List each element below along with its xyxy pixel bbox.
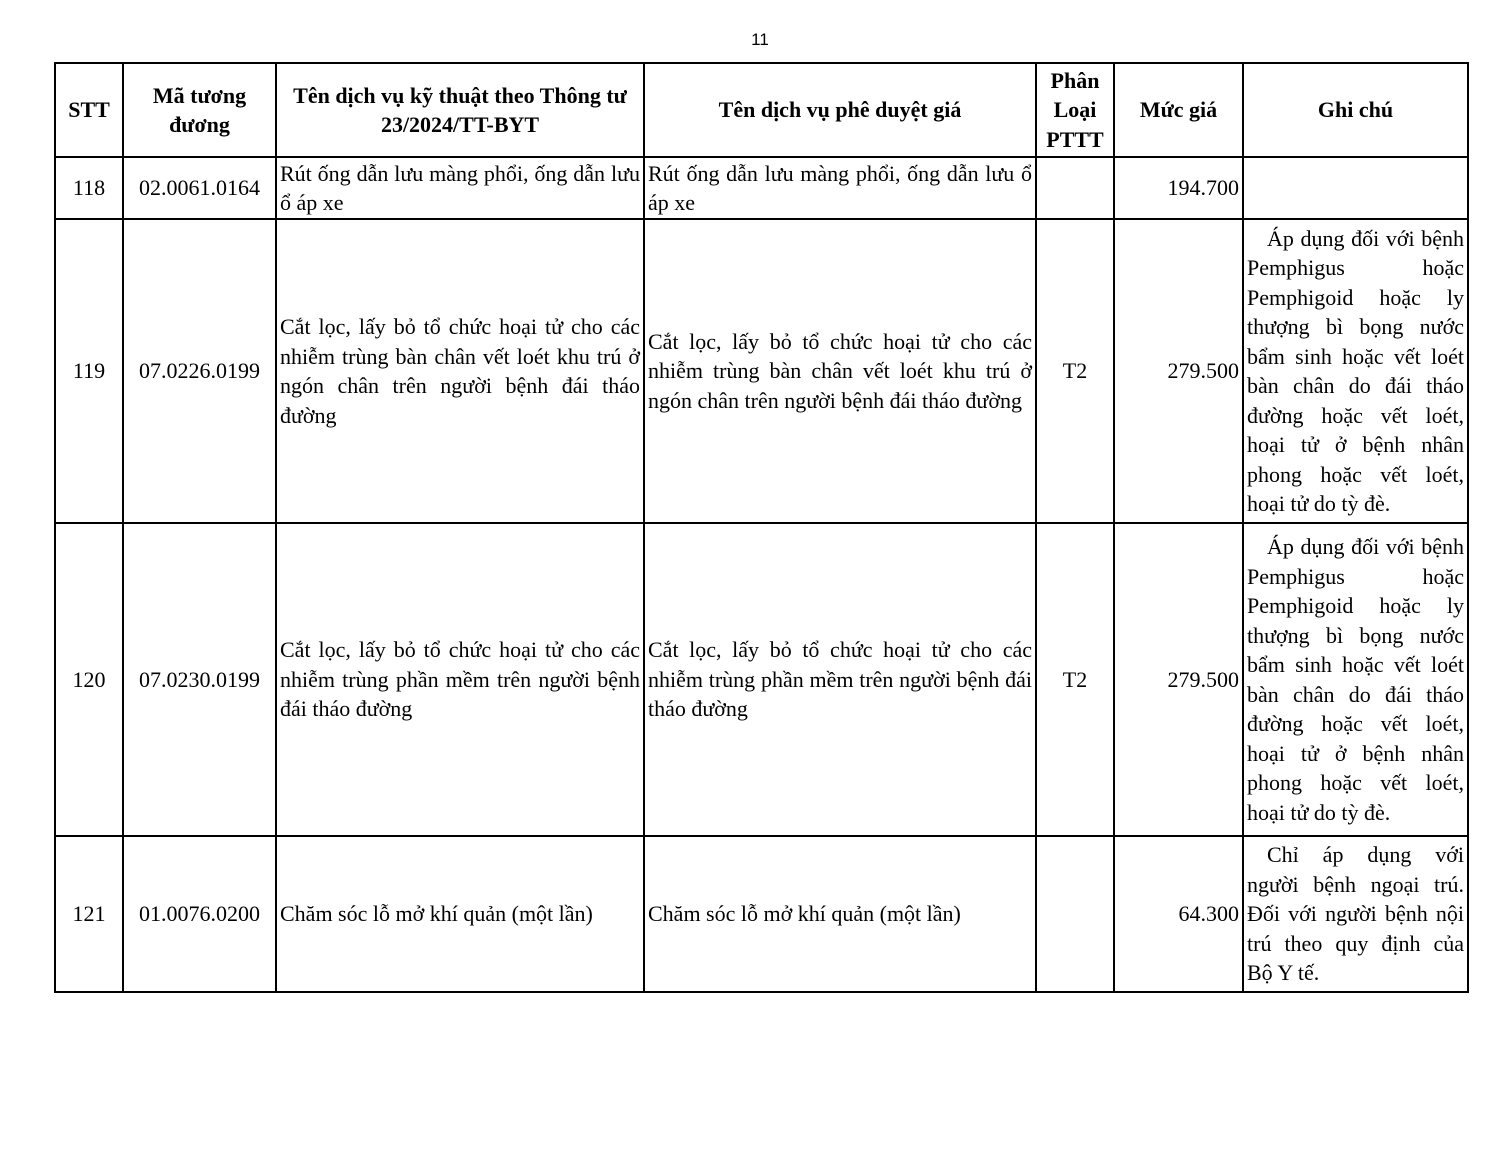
cell-price: 279.500 — [1114, 523, 1243, 836]
header-service-circular: Tên dịch vụ kỹ thuật theo Thông tư 23/2024/TT-BYT — [276, 63, 644, 157]
cell-stt: 121 — [55, 836, 123, 992]
header-category: Phân Loại PTTT — [1036, 63, 1114, 157]
table-row — [55, 219, 1468, 523]
cell-stt: 120 — [55, 523, 123, 836]
table-row — [55, 157, 1468, 219]
cell-service-circular: Chăm sóc lỗ mở khí quản (một lần) — [276, 836, 644, 992]
header-note: Ghi chú — [1243, 63, 1468, 157]
cell-category — [1036, 157, 1114, 219]
page-number: 11 — [751, 30, 769, 49]
table-row — [55, 523, 1468, 836]
header-code: Mã tương đương — [123, 63, 276, 157]
cell-service-approved: Chăm sóc lỗ mở khí quản (một lần) — [644, 836, 1036, 992]
cell-service-approved: Cắt lọc, lấy bỏ tổ chức hoại tử cho các nhiễm trùng bàn chân vết loét khu trú ở ngón chân trên người bệnh đái tháo đường — [644, 219, 1036, 523]
cell-category — [1036, 836, 1114, 992]
cell-service-approved: Rút ống dẫn lưu màng phổi, ống dẫn lưu ổ áp xe — [644, 157, 1036, 219]
cell-note: Áp dụng đối với bệnh Pemphigus hoặc Pemphigoid hoặc ly thượng bì bọng nước bẩm sinh hoặc vết loét bàn chân do đái tháo đường hoặc vết loét, hoại tử ở bệnh nhân phong hoặc vết loét, hoại tử do tỳ đè. — [1243, 219, 1468, 523]
header-stt: STT — [55, 63, 123, 157]
cell-price: 194.700 — [1114, 157, 1243, 219]
header-service-approved: Tên dịch vụ phê duyệt giá — [644, 63, 1036, 157]
cell-category: T2 — [1036, 219, 1114, 523]
cell-service-circular: Rút ống dẫn lưu màng phổi, ống dẫn lưu ổ áp xe — [276, 157, 644, 219]
service-price-table — [54, 62, 1469, 993]
table-row — [55, 836, 1468, 992]
cell-price: 64.300 — [1114, 836, 1243, 992]
cell-service-circular: Cắt lọc, lấy bỏ tổ chức hoại tử cho các nhiễm trùng phần mềm trên người bệnh đái tháo đường — [276, 523, 644, 836]
cell-stt: 119 — [55, 219, 123, 523]
header-price: Mức giá — [1114, 63, 1243, 157]
cell-stt: 118 — [55, 157, 123, 219]
cell-note — [1243, 157, 1468, 219]
cell-note: Chỉ áp dụng với người bệnh ngoại trú. Đối với người bệnh nội trú theo quy định của Bộ Y tế. — [1243, 836, 1468, 992]
cell-code: 07.0230.0199 — [123, 523, 276, 836]
cell-code: 07.0226.0199 — [123, 219, 276, 523]
cell-note: Áp dụng đối với bệnh Pemphigus hoặc Pemphigoid hoặc ly thượng bì bọng nước bẩm sinh hoặc vết loét bàn chân do đái tháo đường hoặc vết loét, hoại tử ở bệnh nhân phong hoặc vết loét, hoại tử do tỳ đè. — [1243, 523, 1468, 836]
cell-service-circular: Cắt lọc, lấy bỏ tổ chức hoại tử cho các nhiễm trùng bàn chân vết loét khu trú ở ngón chân trên người bệnh đái tháo đường — [276, 219, 644, 523]
cell-code: 01.0076.0200 — [123, 836, 276, 992]
cell-price: 279.500 — [1114, 219, 1243, 523]
cell-code: 02.0061.0164 — [123, 157, 276, 219]
cell-category: T2 — [1036, 523, 1114, 836]
table-header-row — [55, 63, 1468, 157]
cell-service-approved: Cắt lọc, lấy bỏ tổ chức hoại tử cho các nhiễm trùng phần mềm trên người bệnh đái tháo đường — [644, 523, 1036, 836]
